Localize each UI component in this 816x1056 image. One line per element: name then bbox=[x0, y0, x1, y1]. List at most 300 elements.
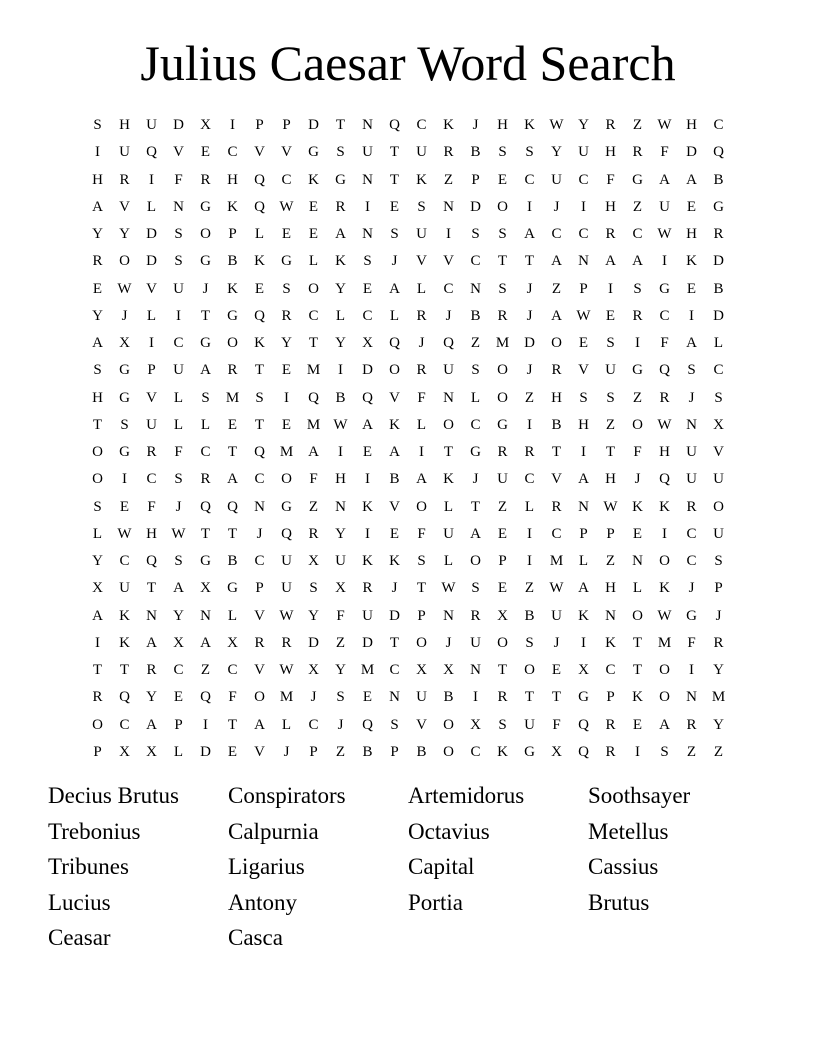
grid-letter: O bbox=[92, 444, 103, 461]
grid-letter: T bbox=[497, 253, 508, 270]
grid-letter: G bbox=[713, 198, 724, 215]
grid-letter: R bbox=[497, 444, 508, 461]
grid-letter: E bbox=[227, 416, 238, 433]
grid-letter: F bbox=[687, 634, 696, 651]
grid-letter: G bbox=[686, 607, 697, 624]
grid-letter: N bbox=[254, 498, 265, 515]
grid-letter: Z bbox=[497, 498, 508, 515]
grid-letter: T bbox=[632, 662, 643, 679]
grid-letter: Z bbox=[713, 743, 724, 760]
grid-letter: D bbox=[362, 362, 373, 379]
grid-letter: R bbox=[146, 444, 157, 461]
grid-letter: O bbox=[443, 743, 454, 760]
grid-letter: O bbox=[551, 335, 562, 352]
grid-letter: N bbox=[443, 607, 454, 624]
grid-letter: L bbox=[470, 389, 481, 406]
grid-letter: S bbox=[174, 553, 183, 570]
grid-row bbox=[84, 248, 732, 275]
grid-letter: C bbox=[308, 307, 319, 324]
grid-letter: Y bbox=[335, 335, 346, 352]
grid-letter: V bbox=[713, 444, 724, 461]
grid-row bbox=[84, 221, 732, 248]
grid-letter: Q bbox=[254, 444, 265, 461]
grid-letter: J bbox=[472, 471, 479, 488]
grid-letter: Y bbox=[119, 226, 130, 243]
grid-letter: R bbox=[92, 253, 103, 270]
grid-letter: G bbox=[227, 580, 238, 597]
grid-letter: U bbox=[119, 144, 130, 161]
grid-letter: T bbox=[497, 662, 508, 679]
word-list-item: Tribunes bbox=[48, 854, 129, 879]
grid-letter: N bbox=[362, 171, 373, 188]
grid-letter: V bbox=[254, 607, 265, 624]
grid-row bbox=[84, 657, 732, 684]
grid-letter: I bbox=[176, 307, 181, 324]
grid-letter: Q bbox=[362, 389, 373, 406]
grid-letter: R bbox=[119, 171, 130, 188]
grid-letter: X bbox=[173, 634, 184, 651]
grid-letter: A bbox=[470, 525, 481, 542]
grid-letter: U bbox=[686, 471, 697, 488]
grid-letter: D bbox=[173, 117, 184, 134]
grid-letter: V bbox=[146, 280, 157, 297]
grid-row bbox=[84, 466, 732, 493]
grid-letter: R bbox=[227, 362, 238, 379]
grid-letter: E bbox=[254, 280, 265, 297]
page-title: Julius Caesar Word Search bbox=[140, 35, 676, 91]
grid-letter: U bbox=[362, 144, 373, 161]
grid-letter: X bbox=[308, 553, 319, 570]
grid-letter: C bbox=[659, 307, 670, 324]
grid-letter: R bbox=[605, 117, 616, 134]
grid-letter: P bbox=[390, 743, 399, 760]
grid-letter: Q bbox=[254, 198, 265, 215]
grid-letter: G bbox=[632, 362, 643, 379]
grid-letter: E bbox=[578, 335, 589, 352]
grid-letter: X bbox=[92, 580, 103, 597]
grid-letter: B bbox=[524, 607, 535, 624]
grid-letter: E bbox=[308, 198, 319, 215]
grid-letter: C bbox=[686, 553, 697, 570]
grid-row bbox=[84, 712, 732, 739]
grid-letter: B bbox=[362, 743, 373, 760]
grid-letter: T bbox=[227, 444, 238, 461]
grid-letter: I bbox=[365, 471, 370, 488]
grid-letter: I bbox=[446, 226, 451, 243]
grid-letter: U bbox=[416, 226, 427, 243]
grid-letter: I bbox=[230, 117, 235, 134]
grid-letter: F bbox=[633, 444, 642, 461]
grid-letter: G bbox=[335, 171, 346, 188]
grid-letter: R bbox=[605, 226, 616, 243]
grid-letter: U bbox=[605, 362, 616, 379]
grid-letter: D bbox=[362, 634, 373, 651]
grid-letter: V bbox=[551, 471, 562, 488]
grid-letter: E bbox=[551, 662, 562, 679]
grid-letter: H bbox=[605, 471, 616, 488]
grid-letter: U bbox=[524, 716, 535, 733]
grid-letter: Y bbox=[92, 307, 103, 324]
grid-letter: I bbox=[122, 471, 127, 488]
grid-letter: O bbox=[524, 662, 535, 679]
grid-letter: U bbox=[146, 117, 157, 134]
grid-letter: I bbox=[689, 662, 694, 679]
word-list-item: Lucius bbox=[48, 889, 111, 915]
grid-letter: N bbox=[335, 498, 346, 515]
grid-letter: N bbox=[578, 498, 589, 515]
grid-letter: P bbox=[147, 362, 156, 379]
word-list-item: Capital bbox=[408, 854, 475, 879]
grid-letter: V bbox=[254, 662, 265, 679]
grid-letter: J bbox=[526, 307, 533, 324]
grid-letter: I bbox=[95, 634, 100, 651]
grid-letter: K bbox=[686, 253, 697, 270]
grid-letter: X bbox=[119, 335, 130, 352]
grid-letter: B bbox=[335, 389, 346, 406]
grid-letter: I bbox=[527, 198, 532, 215]
grid-letter: Q bbox=[578, 716, 589, 733]
grid-letter: U bbox=[416, 689, 427, 706]
grid-letter: O bbox=[497, 389, 508, 406]
grid-letter: L bbox=[443, 553, 454, 570]
grid-letter: S bbox=[93, 498, 102, 515]
grid-letter: T bbox=[389, 171, 400, 188]
grid-letter: S bbox=[525, 634, 534, 651]
grid-letter: M bbox=[279, 444, 294, 461]
grid-letter: L bbox=[713, 335, 724, 352]
grid-letter: T bbox=[524, 689, 535, 706]
grid-letter: E bbox=[686, 198, 697, 215]
grid-letter: R bbox=[308, 525, 319, 542]
grid-letter: T bbox=[389, 144, 400, 161]
grid-letter: H bbox=[227, 171, 238, 188]
grid-letter: Y bbox=[578, 117, 589, 134]
grid-letter: P bbox=[606, 525, 615, 542]
grid-letter: R bbox=[686, 716, 697, 733]
grid-letter: O bbox=[389, 362, 400, 379]
grid-letter: T bbox=[254, 416, 265, 433]
grid-letter: A bbox=[659, 171, 670, 188]
grid-letter: O bbox=[227, 335, 238, 352]
grid-letter: O bbox=[416, 498, 427, 515]
grid-letter: N bbox=[389, 689, 400, 706]
grid-letter: C bbox=[551, 525, 562, 542]
grid-letter: C bbox=[524, 171, 535, 188]
grid-letter: N bbox=[443, 198, 454, 215]
grid-letter: T bbox=[200, 307, 211, 324]
grid-letter: N bbox=[578, 253, 589, 270]
grid-letter: S bbox=[498, 144, 507, 161]
grid-letter: C bbox=[227, 662, 238, 679]
grid-letter: H bbox=[659, 444, 670, 461]
grid-letter: D bbox=[200, 743, 211, 760]
grid-letter: J bbox=[688, 389, 695, 406]
grid-letter: Q bbox=[308, 389, 319, 406]
grid-letter: K bbox=[227, 280, 238, 297]
grid-letter: X bbox=[362, 335, 373, 352]
grid-letter: A bbox=[227, 471, 238, 488]
grid-letter: U bbox=[443, 362, 454, 379]
grid-letter: K bbox=[362, 498, 373, 515]
word-list-item: Decius Brutus bbox=[48, 783, 179, 808]
grid-row bbox=[84, 139, 732, 166]
grid-row bbox=[84, 739, 732, 766]
grid-letter: C bbox=[686, 525, 697, 542]
grid-letter: H bbox=[335, 471, 346, 488]
grid-letter: N bbox=[686, 689, 697, 706]
grid-letter: C bbox=[308, 716, 319, 733]
grid-letter: S bbox=[174, 253, 183, 270]
grid-letter: Q bbox=[227, 498, 238, 515]
grid-letter: T bbox=[443, 444, 454, 461]
grid-letter: R bbox=[551, 498, 562, 515]
grid-letter: E bbox=[497, 171, 508, 188]
grid-letter: F bbox=[417, 525, 426, 542]
grid-letter: P bbox=[498, 553, 507, 570]
word-list-item: Conspirators bbox=[228, 783, 346, 808]
grid-letter: R bbox=[524, 444, 535, 461]
grid-letter: C bbox=[551, 226, 562, 243]
grid-letter: G bbox=[119, 362, 130, 379]
grid-letter: Q bbox=[389, 117, 400, 134]
grid-letter: I bbox=[662, 253, 667, 270]
grid-letter: B bbox=[551, 416, 562, 433]
grid-letter: I bbox=[581, 634, 586, 651]
grid-letter: S bbox=[471, 362, 480, 379]
grid-letter: U bbox=[281, 580, 292, 597]
grid-letter: G bbox=[281, 253, 292, 270]
grid-letter: R bbox=[362, 580, 373, 597]
grid-letter: U bbox=[578, 144, 589, 161]
grid-letter: T bbox=[119, 662, 130, 679]
grid-letter: X bbox=[227, 634, 238, 651]
grid-letter: E bbox=[497, 525, 508, 542]
grid-letter: T bbox=[632, 634, 643, 651]
grid-letter: P bbox=[417, 607, 426, 624]
grid-letter: X bbox=[551, 743, 562, 760]
grid-letter: S bbox=[174, 471, 183, 488]
grid-letter: C bbox=[227, 144, 238, 161]
grid-letter: N bbox=[146, 607, 157, 624]
grid-letter: R bbox=[632, 307, 643, 324]
grid-letter: K bbox=[119, 634, 130, 651]
grid-letter: Y bbox=[335, 525, 346, 542]
grid-letter: E bbox=[362, 444, 373, 461]
grid-letter: Y bbox=[92, 226, 103, 243]
grid-letter: N bbox=[443, 389, 454, 406]
grid-letter: W bbox=[279, 662, 294, 679]
grid-letter: A bbox=[173, 580, 184, 597]
grid-letter: U bbox=[119, 580, 130, 597]
grid-letter: P bbox=[282, 117, 291, 134]
grid-letter: T bbox=[389, 634, 400, 651]
grid-letter: E bbox=[362, 280, 373, 297]
word-list-item: Octavius bbox=[408, 818, 490, 844]
grid-letter: Q bbox=[146, 553, 157, 570]
grid-letter: A bbox=[551, 307, 562, 324]
grid-letter: S bbox=[309, 580, 318, 597]
grid-letter: Z bbox=[605, 416, 616, 433]
grid-letter: Z bbox=[335, 743, 346, 760]
grid-letter: W bbox=[603, 498, 618, 515]
grid-letter: Y bbox=[713, 662, 724, 679]
grid-letter: S bbox=[606, 335, 615, 352]
grid-letter: I bbox=[203, 716, 208, 733]
grid-letter: I bbox=[419, 444, 424, 461]
grid-letter: P bbox=[579, 525, 588, 542]
grid-letter: T bbox=[551, 689, 562, 706]
letter-grid bbox=[84, 112, 732, 766]
grid-letter: M bbox=[225, 389, 240, 406]
grid-letter: Z bbox=[524, 580, 535, 597]
grid-letter: S bbox=[525, 144, 534, 161]
grid-letter: S bbox=[498, 280, 507, 297]
grid-letter: W bbox=[441, 580, 456, 597]
grid-letter: R bbox=[281, 307, 292, 324]
grid-letter: G bbox=[632, 171, 643, 188]
grid-letter: S bbox=[255, 389, 264, 406]
grid-letter: K bbox=[605, 634, 616, 651]
grid-letter: Z bbox=[632, 117, 643, 134]
grid-letter: O bbox=[632, 607, 643, 624]
grid-letter: V bbox=[578, 362, 589, 379]
grid-letter: O bbox=[200, 226, 211, 243]
grid-letter: Y bbox=[551, 144, 562, 161]
grid-letter: X bbox=[200, 580, 211, 597]
grid-letter: C bbox=[578, 226, 589, 243]
grid-letter: P bbox=[255, 117, 264, 134]
grid-letter: H bbox=[497, 117, 508, 134]
grid-letter: R bbox=[200, 471, 211, 488]
grid-letter: T bbox=[92, 662, 103, 679]
grid-row bbox=[84, 194, 732, 221]
grid-letter: Q bbox=[659, 471, 670, 488]
grid-letter: C bbox=[578, 171, 589, 188]
grid-letter: J bbox=[121, 307, 128, 324]
grid-letter: A bbox=[389, 444, 400, 461]
grid-letter: R bbox=[416, 307, 427, 324]
grid-letter: J bbox=[688, 580, 695, 597]
grid-letter: J bbox=[445, 307, 452, 324]
grid-letter: H bbox=[119, 117, 130, 134]
grid-letter: W bbox=[171, 525, 186, 542]
grid-letter: O bbox=[497, 362, 508, 379]
grid-letter: F bbox=[174, 444, 183, 461]
grid-letter: J bbox=[445, 634, 452, 651]
grid-letter: S bbox=[120, 416, 129, 433]
grid-letter: O bbox=[632, 416, 643, 433]
grid-letter: E bbox=[281, 226, 292, 243]
grid-letter: U bbox=[335, 553, 346, 570]
grid-letter: W bbox=[117, 280, 132, 297]
grid-letter: X bbox=[416, 662, 427, 679]
grid-letter: V bbox=[443, 253, 454, 270]
grid-letter: Y bbox=[713, 716, 724, 733]
grid-letter: A bbox=[362, 416, 373, 433]
grid-letter: X bbox=[119, 743, 130, 760]
grid-letter: L bbox=[146, 307, 157, 324]
grid-letter: N bbox=[686, 416, 697, 433]
grid-letter: C bbox=[470, 743, 481, 760]
grid-letter: N bbox=[362, 226, 373, 243]
grid-letter: G bbox=[200, 198, 211, 215]
grid-letter: Q bbox=[443, 335, 454, 352]
grid-letter: V bbox=[146, 389, 157, 406]
grid-letter: F bbox=[336, 607, 345, 624]
grid-letter: W bbox=[549, 580, 564, 597]
grid-letter: C bbox=[200, 444, 211, 461]
grid-letter: L bbox=[173, 389, 184, 406]
grid-letter: C bbox=[119, 553, 130, 570]
grid-letter: U bbox=[173, 362, 184, 379]
grid-letter: Z bbox=[551, 280, 562, 297]
grid-letter: O bbox=[92, 471, 103, 488]
grid-letter: K bbox=[389, 553, 400, 570]
grid-letter: G bbox=[227, 307, 238, 324]
grid-letter: W bbox=[657, 607, 672, 624]
grid-letter: B bbox=[713, 171, 724, 188]
grid-letter: K bbox=[362, 553, 373, 570]
grid-letter: F bbox=[660, 144, 669, 161]
grid-letter: R bbox=[659, 389, 670, 406]
grid-letter: R bbox=[713, 226, 724, 243]
grid-letter: T bbox=[146, 580, 157, 597]
grid-letter: P bbox=[255, 580, 264, 597]
grid-letter: S bbox=[417, 198, 426, 215]
grid-letter: N bbox=[605, 607, 616, 624]
grid-letter: I bbox=[662, 525, 667, 542]
grid-letter: R bbox=[335, 198, 346, 215]
grid-letter: P bbox=[309, 743, 318, 760]
grid-row bbox=[84, 167, 732, 194]
grid-letter: U bbox=[686, 444, 697, 461]
grid-letter: U bbox=[443, 525, 454, 542]
grid-letter: O bbox=[659, 553, 670, 570]
grid-letter: S bbox=[201, 389, 210, 406]
word-list-item: Portia bbox=[408, 889, 463, 915]
grid-letter: U bbox=[173, 280, 184, 297]
grid-letter: E bbox=[173, 689, 184, 706]
grid-letter: C bbox=[470, 253, 481, 270]
grid-letter: V bbox=[254, 144, 265, 161]
grid-letter: S bbox=[633, 280, 642, 297]
grid-row bbox=[84, 521, 732, 548]
grid-letter: A bbox=[308, 444, 319, 461]
grid-letter: M bbox=[495, 335, 510, 352]
grid-letter: U bbox=[551, 171, 562, 188]
grid-letter: A bbox=[605, 253, 616, 270]
grid-letter: P bbox=[228, 226, 237, 243]
grid-letter: M bbox=[711, 689, 726, 706]
grid-letter: B bbox=[470, 307, 481, 324]
grid-letter: X bbox=[713, 416, 724, 433]
grid-letter: I bbox=[635, 335, 640, 352]
grid-letter: Z bbox=[605, 553, 616, 570]
grid-letter: B bbox=[389, 471, 400, 488]
grid-letter: O bbox=[254, 689, 265, 706]
grid-letter: S bbox=[498, 226, 507, 243]
grid-letter: D bbox=[713, 307, 724, 324]
grid-letter: N bbox=[362, 117, 373, 134]
grid-letter: A bbox=[524, 226, 535, 243]
grid-letter: T bbox=[200, 525, 211, 542]
grid-letter: J bbox=[310, 689, 317, 706]
grid-letter: S bbox=[687, 362, 696, 379]
grid-letter: A bbox=[92, 607, 103, 624]
grid-letter: L bbox=[173, 416, 184, 433]
grid-letter: B bbox=[227, 253, 238, 270]
grid-letter: Y bbox=[335, 662, 346, 679]
